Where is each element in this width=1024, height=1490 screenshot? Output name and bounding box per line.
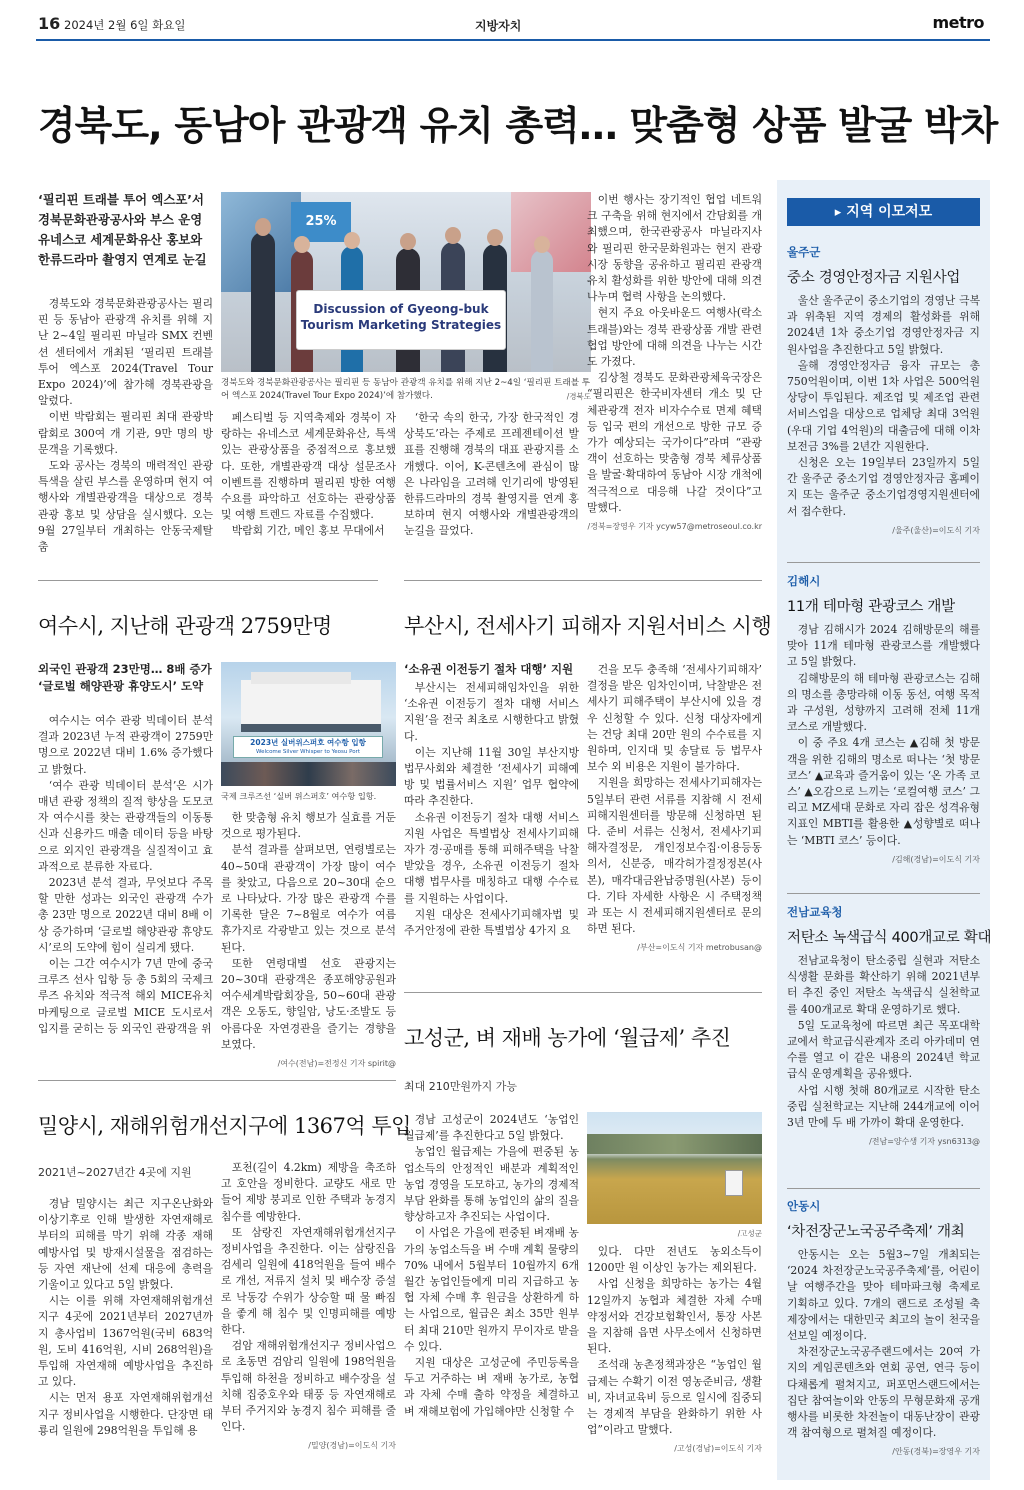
miryang-subheadline: 2021년~2027년간 4곳에 지원 — [38, 1166, 192, 1179]
section-divider — [38, 1080, 396, 1081]
region-headline: 저탄소 녹색급식 400개교로 확대 — [787, 930, 992, 946]
banner-line: Tourism Marketing Strategies — [300, 318, 502, 332]
paragraph: 검암 재해위험개선지구 정비사업으로 초동면 검암리 일원에 198억원을 투입해 하천을 정비하고 배수장을 설치해 집중호우와 태풍 등 자연재해로부터 주거지와 농경지 침수 피해를 줄인다. — [221, 1339, 396, 1434]
subhead-line: 유네스코 세계문화유산 홍보와 — [38, 232, 203, 247]
paragraph: 또한 연령대별 선호 관광지는 20~30대 관광객은 종포해양공원과 여수세계박람회장을, 50~60대 관광객은 오동도, 향일암, 낭도·조발도 등 아름다운 자연경관을 즐기는 경향을 보였다. — [221, 956, 396, 1051]
miryang-article-col1 — [38, 1196, 213, 1474]
paragraph: 시는 이를 위해 자연재해위험개선지구 4곳에 2021년부터 2027년까지 총사업비 1367억원(국비 683억원, 도비 416억원, 시비 268억원)을 투입해 자연재해 예방사업을 추진하고 있다. — [38, 1294, 213, 1389]
subhead-line: 외국인 관광객 23만명… 8배 증가 — [38, 662, 212, 676]
region-headline: 중소 경영안정자금 지원사업 — [787, 270, 961, 286]
subhead-line: ‘글로벌 해양관광 휴양도시’ 도약 — [38, 679, 204, 693]
paragraph: 현지 주요 아웃바운드 여행사(락소 트래블)와는 경북 관광상품 개발 관련 협업 방안에 대해 의견을 나누는 시간도 가졌다. — [587, 306, 762, 369]
paragraph: 김상철 경북도 문화관광체육국장은 “필리핀은 한국비자센터 개소 및 단체관광객 전자 비자수수료 면제 혜택 등 입국 편의 개선으로 방한 규모 증가가 예상되는 국가이다”라며 “관광객이 선호하는 맞춤형 경북 체류상품을 발굴·확대하여 동남아 시장 개척에 적극적으로 대응해 나갈 것이다”고 말했다. — [587, 371, 762, 514]
miryang-article-col2 — [221, 1160, 396, 1474]
paragraph: 분석 결과를 살펴보면, 연령별로는 40~50대 관광객이 가장 많이 여수를 찾았고, 다음으로 20~30대 순으로 나타났다. 가장 많은 관광객 수를 기록한 달은 7~8월로 여수가 여름 휴가지로 각광받고 있는 것으로 분석된다. — [221, 843, 396, 954]
paragraph: 김해방문의 해 테마형 관광코스는 김해의 명소를 총망라해 이동 동선, 여행 목적과 구성원, 성향까지 고려해 전체 11개 코스로 개발했다. — [787, 671, 980, 734]
paragraph: ‘한국 속의 한국, 가장 한국적인 경상북도’라는 주제로 프레젠테이션 발표를 진행해 경북의 대표 관광지를 소개했다. 이어, K-콘텐츠에 관심이 많은 나라임을 고려해 인기리에 방영된 한류드라마의 경북 촬영지를 연계 홍보하며 현지 여행사와 개별관광객의 눈길을 끌었다. — [404, 411, 579, 538]
sidebar-header — [787, 198, 980, 226]
byline: /고성(경남)=이도식 기자 — [674, 1444, 762, 1454]
sidebar-item — [787, 1198, 980, 1478]
paragraph: 경남 김해시가 2024 김해방문의 해를 맞아 11개 테마형 관광코스를 개발했다고 5일 밝혔다. — [787, 623, 980, 669]
yeosu-subheadline — [38, 661, 213, 695]
paragraph: 부산시는 전세피해임차인을 위한 ‘소유권 이전등기 절차 대행 서비스 지원’을 전국 최초로 시행한다고 밝혔다. — [404, 681, 579, 743]
paragraph: 사업 신청을 희망하는 농가는 4월 12일까지 농협과 체결한 자체 수매 약정서와 건강보험확인서, 통장 사본을 지참해 읍면 사무소에서 신청하면 된다. — [587, 1277, 762, 1356]
region-body — [787, 953, 980, 1183]
paragraph: 또 삼랑진 자연재해위험개선지구 정비사업을 추진한다. 이는 삼랑진읍 검세리 일원에 418억원을 들여 배수로 개선, 저류지 설치 및 배수장 증설로 낙동강 수위가 상승할 때 물 빠짐을 좋게 해 침수 및 인명피해를 예방한다. — [221, 1225, 396, 1337]
paragraph: 이번 행사는 장기적인 협업 네트워크 구축을 위해 현지에서 간담회를 개최했으며, 한국관광공사 마닐라지사와 필리핀 한국문화원과는 현지 관광시장 동향을 공유하고 필리핀 관광객 유치 활성화를 위한 방안에 대해 의견 나누며 협력 사항을 논의했다. — [587, 193, 762, 304]
sidebar-item — [787, 904, 992, 1174]
byline: /김해(경남)=이도식 기자 — [892, 854, 980, 864]
banner-line: Welcome Silver Whisper to Yeosu Port — [256, 749, 360, 755]
metro-logo: metro — [932, 13, 984, 32]
paragraph: 안동시는 오는 5월3~7일 개최되는 ‘2024 차전장군노국공주축제’를, 어린이날 여행주간을 맞아 테마파크형 축제로 기획하고 있다. 7개의 랜드로 조성될 축제장에서는 대한민국 최고의 놀이 천국을 선보일 예정이다. — [787, 1248, 980, 1343]
yeosu-article-col1 — [38, 713, 213, 1058]
subhead-line: ‘필리핀 트래블 투어 엑스포’서 — [38, 192, 204, 207]
caption-text: 경북도와 경북문화관광공사는 필리핀 등 동남아 관광객 유치를 위해 지난 2~4일 ‘필리핀 트래블 투어 엑스포 2024(Travel Tour Expo 2024)’에 참가했다. — [221, 378, 591, 401]
region-label: 전남교육청 — [787, 905, 843, 919]
paragraph: 신청은 오는 19일부터 23일까지 5일간 울주군 중소기업 경영안정자금 홈페이지 또는 울주군 중소기업경영지원센터에서 접수한다. — [787, 456, 980, 518]
expo-banner — [296, 290, 506, 350]
section-divider — [38, 580, 378, 581]
subhead-line: 경북문화관광공사와 부스 운영 — [38, 212, 203, 227]
region-body — [787, 622, 980, 872]
paragraph: 경북도와 경북문화관광공사는 필리핀 등 동남아 관광객 유치를 위해 지난 2~4일 필리핀 마닐라 SMX 컨벤션 센터에서 개최된 ‘필리핀 트래블 투어 엑스포 2024(Travel Tour Expo 2024)’에 참가해 경북관광을 알렸다. — [38, 297, 213, 408]
subhead-line: 한류드라마 촬영지 연계로 눈길 — [38, 252, 207, 267]
byline: /여수(전남)=전정신 기자 spirit@ — [277, 1059, 396, 1069]
cruise-photo-caption: 국제 크루즈선 ‘실버 위스퍼호’ 여수항 입항. — [221, 791, 377, 801]
paragraph: 경남 고성군이 2024년도 ‘농업인 월급제’를 추진한다고 5일 밝혔다. — [404, 1113, 579, 1143]
busan-subheadline: ‘소유권 이전등기 절차 대행’ 지원 — [404, 662, 574, 676]
paragraph: 이 사업은 가을에 편중된 벼재배 농가의 농업소득을 벼 수매 계획 물량의 70% 내에서 5월부터 10월까지 6개월간 농업인들에게 미리 지급하고 농협 자체 수매 후 원금을 상환하게 하는 사업으로, 월급은 최소 35만 원부터 최대 210만 원까지 무이자로 받을 수 있다. — [404, 1226, 579, 1353]
page-header — [38, 0, 988, 40]
paragraph: 지원 대상은 전세사기피해자법 및 주거안정에 관한 특별법상 4가지 요 — [404, 907, 579, 938]
banner-line: Discussion of Gyeong-buk — [313, 302, 489, 316]
section-divider — [404, 992, 762, 993]
goseong-subheadline: 최대 210만원까지 가능 — [404, 1080, 517, 1093]
paragraph: 이는 그간 여수시가 7년 만에 중국 크루즈 선사 입항 등 총 5회의 국제크루즈 유치와 적극적 해외 MICE유치 마케팅으로 글로벌 MICE 도시로서 입지를 굳히는 등 외국인 관광객을 위 — [38, 957, 213, 1035]
miryang-headline: 밀양시, 재해위험개선지구에 1367억 투입 — [38, 1114, 411, 1138]
busan-headline: 부산시, 전세사기 피해자 지원서비스 시행 — [404, 614, 772, 638]
region-body — [787, 293, 980, 543]
yeosu-article-col2 — [221, 810, 396, 1069]
main-headline: 경북도, 동남아 관광객 유치 총력… 맞춤형 상품 발굴 박차 — [38, 104, 998, 149]
sidebar-item — [787, 244, 980, 540]
byline: /전남=양수생 기자 ysn6313@ — [869, 1137, 980, 1147]
paragraph: 도와 공사는 경북의 매력적인 관광특색을 살린 부스를 운영하며 현지 여행사와 개별관광객을 대상으로 경북관광 홍보 및 상담을 실시했다. 오는 9월 27일부터 개최하는 안동국제탈춤 — [38, 459, 213, 554]
sidebar-divider — [787, 562, 980, 563]
main-article-col4 — [587, 192, 762, 562]
banner-line: 2023년 실버위스퍼호 여수항 입항 — [250, 738, 366, 747]
region-label: 김해시 — [787, 574, 821, 588]
paragraph: 한 맞춤형 유치 행보가 실효를 거둔 것으로 평가된다. — [221, 811, 396, 841]
busan-article-col1 — [404, 680, 579, 980]
paragraph: 소유권 이전등기 절차 대행 서비스 지원 사업은 특별법상 전세사기피해자가 경·공매를 통해 피해주택을 낙찰받았을 경우, 소유권 이전등기 절차 대행 법무사를 매칭하고 대행 수수료를 지원하는 사업이다. — [404, 810, 579, 905]
section-divider — [404, 580, 762, 581]
main-article-col2 — [221, 410, 396, 558]
paragraph: 지원 대상은 고성군에 주민등록을 두고 거주하는 벼 재배 농가로, 농협과 자체 수매 출하 약정을 체결하고 벼 재해보험에 가입해야만 신청할 수 — [404, 1356, 579, 1418]
yeosu-headline: 여수시, 지난해 관광객 2759만명 — [38, 614, 332, 638]
cruise-welcome-banner — [233, 736, 383, 758]
paragraph: 전남교육청이 탄소중립 실현과 저탄소 식생활 문화를 확산하기 위해 2021년부터 추진 중인 저탄소 녹색급식 실천학교를 400개교로 확대 운영하기로 했다. — [787, 954, 980, 1016]
sidebar-title: 지역 이모저모 — [846, 204, 933, 220]
goseong-headline: 고성군, 벼 재배 농가에 ‘월급제’ 추진 — [404, 1026, 731, 1050]
sidebar-divider — [787, 893, 980, 894]
main-article-col1 — [38, 296, 213, 558]
main-subheadline — [38, 190, 213, 270]
expo-photo-caption — [221, 377, 591, 405]
paragraph: 농업인 월급제는 가을에 편중된 농업소득의 안정적인 배분과 계획적인 농업 경영을 도모하고, 농가의 경제적 부담 완화를 통해 농업인의 삶의 질을 향상하고자 추진되는 사업이다. — [404, 1145, 579, 1224]
paragraph: 경남 밀양시는 최근 지구온난화와 이상기후로 인해 발생한 자연재해로부터의 피해를 막기 위해 각종 재해 예방사업 및 방재시설물을 점검하는 등 자연 재난에 선제 대응에 총력을 기울이고 있다고 5일 밝혔다. — [38, 1197, 213, 1292]
main-article-col3 — [404, 410, 579, 558]
byline: /울주(울산)=이도식 기자 — [892, 525, 980, 535]
byline: /안동(경북)=장영우 기자 — [892, 1447, 980, 1457]
paragraph: 사업 시행 첫해 80개교로 시작한 탄소중립 실천학교는 지난해 244개교에 이어 3년 만에 두 배 가까이 확대 운영한다. — [787, 1083, 980, 1130]
sidebar-item — [787, 573, 980, 873]
paragraph: 조석래 농촌정책과장은 “농업인 월급제는 수확기 이전 영농준비금, 생활비, 자녀교육비 등으로 일시에 집중되는 경제적 부담을 완화하기 위한 사업”이라고 말했다. — [587, 1358, 762, 1437]
paragraph: 포천(길이 4.2km) 제방을 축조하고 호안을 정비한다. 교량도 새로 만들어 제방 붕괴로 인한 주택과 농경지 침수를 예방한다. — [221, 1161, 396, 1223]
goseong-article-col1 — [404, 1112, 579, 1472]
region-body — [787, 1247, 980, 1483]
paragraph: 건을 모두 충족해 ‘전세사기피해자’ 결정을 받은 임차인이며, 낙찰받은 전세사기 피해주택이 부산시에 있을 경우 신청할 수 있다. 신청 대상자에게는 건당 최대 20만 원의 수수료를 지원하며, 인지대 및 송달료 등 법무사 보수 외 비용은 지원이 불가하다. — [587, 663, 762, 774]
paragraph: 시는 먼저 용포 자연재해위험개선지구 정비사업을 시행한다. 단장면 태룡리 일원에 298억원을 투입해 용 — [38, 1391, 213, 1437]
cruise-photo — [221, 662, 396, 786]
byline: /부산=이도식 기자 metrobusan@ — [637, 943, 762, 953]
goseong-article-col2 — [587, 1244, 762, 1474]
byline: /밀양(경남)=이도식 기자 — [308, 1441, 396, 1451]
section-name: 지방자치 — [475, 19, 522, 33]
paragraph: 5일 도교육청에 따르면 최근 목포대학교에서 학교급식관계자 조리 아카데미 연수를 열고 이 같은 내용의 2024년 학교급식 운영계획을 공유했다. — [787, 1018, 980, 1081]
caption-credit: /경북도 — [566, 392, 591, 401]
paragraph: ‘여수 관광 빅데이터 분석’은 시가 매년 관광 정책의 질적 향상을 도모코자 여수시를 찾는 관광객들의 이동통신과 신용카드 매출 데이터 등을 바탕으로 외지인 관광객을 실질적이고 효과적으로 분류한 자료다. — [38, 778, 213, 873]
paragraph: 페스티벌 등 지역축제와 경북이 자랑하는 유네스코 세계문화유산, 특색있는 관광상품을 중점적으로 홍보했다. 또한, 개별관광객 대상 설문조사 이벤트를 진행하며 필리핀 방한 여행 수요를 파악하고 선호하는 관광상품 및 여행 트렌드 자료를 수집했다. — [221, 411, 396, 522]
paragraph: 박람회 기간, 메인 홍보 무대에서 — [231, 524, 385, 538]
paragraph: 있다. 다만 전년도 농외소득이 1200만 원 이상인 농가는 제외된다. — [587, 1245, 762, 1275]
paragraph: 이는 지난해 11월 30일 부산지방법무사회와 체결한 ‘전세사기 피해예방 및 법률서비스 지원’ 업무 협약에 따라 추진한다. — [404, 745, 579, 808]
speaker-icon: ▸ — [834, 205, 842, 220]
paragraph: 여수시는 여수 관광 빅데이터 분석 결과 2023년 누적 관광객이 2759만 명으로 2022년 대비 1.6% 증가했다고 밝혔다. — [38, 714, 213, 776]
region-headline: 11개 테마형 관광코스 개발 — [787, 599, 955, 615]
paragraph: 울산 울주군이 중소기업의 경영난 극복과 위축된 지역 경제의 활성화를 위해 2024년 1차 중소기업 경영안정자금 지원사업을 추진한다고 5일 밝혔다. — [787, 294, 980, 356]
page-number: 16 — [38, 14, 61, 33]
paragraph: 지원을 희망하는 전세사기피해자는 5일부터 관련 서류를 지참해 시 전세피해지원센터를 방문해 신청하면 된다. 준비 서류는 신청서, 전세사기피해자결정문, 개인정보수집·이용등동의서, 신분증, 매각허가결정정본(사본), 매각대금완납증명원(사본) 등이다. 기타 자세한 사항은 시 주택정책과 또는 시 전세피해지원센터로 문의하면 된다. — [587, 776, 762, 936]
paragraph: 이 중 주요 4개 코스는 ▲김해 첫 방문객을 위한 김해의 명소로 떠나는 ‘첫 방문 코스’ ▲교육과 즐거움이 있는 ‘온 가족 코스’ ▲오감으로 느끼는 ‘로컬여행 코스’ 그리고 MZ세대 문화로 자리 잡은 성격유형지표인 MBTI를 활용한 ▲성향별로 떠나는 ‘MBTI 코스’ 등이다. — [787, 736, 980, 847]
region-label: 안동시 — [787, 1199, 821, 1213]
issue-date: 2024년 2월 6일 화요일 — [64, 18, 186, 32]
paragraph: 2023년 분석 결과, 무엇보다 주목할 만한 성과는 외국인 관광객 수가 총 23만 명으로 2022년 대비 8배 이상 증가하며 ‘글로벌 해양관광 휴양도시’로의 도약에 힘이 실리게 됐다. — [38, 876, 213, 954]
paragraph: 차전장군노국공주랜드에서는 20여 가지의 게임콘텐츠와 연회 공연, 연극 등이 다채롭게 펼쳐지고, 퍼포먼스랜드에서는 집단 참여놀이와 안동의 무형문화재 공개 행사를 비롯한 차전놀이 대동난장이 관광객 참여형으로 펼쳐질 예정이다. — [787, 1345, 980, 1440]
region-label: 울주군 — [787, 245, 821, 259]
byline: /경북=장영우 기자 ycyw57@metroseoul.co.kr — [587, 522, 762, 532]
paragraph: 올해 경영안정자금 융자 규모는 총 750억원이며, 이번 1차 사업은 500억원 상당이 투입된다. 제조업 및 제조업 관련 서비스업을 대상으로 업체당 최대 3억원(우대 기업 4억원)의 대출금에 대해 이차보전금 3%를 2년간 지원한다. — [787, 358, 980, 453]
sidebar-divider — [787, 1188, 980, 1189]
header-rule — [36, 39, 990, 41]
rice-field-photo — [587, 1112, 762, 1224]
region-headline: ‘차전장군노국공주축제’ 개최 — [787, 1224, 965, 1240]
paragraph: 이번 박람회는 필리핀 최대 관광박람회로 300여 개 기관, 9만 명의 방문객을 기록했다. — [38, 410, 213, 456]
busan-article-col2 — [587, 662, 762, 980]
rice-photo-credit: /고성군 — [737, 1229, 762, 1238]
expo-photo: 25% Discussion of Gyeong-buk Tourism Marketing Strategies — [221, 192, 591, 372]
